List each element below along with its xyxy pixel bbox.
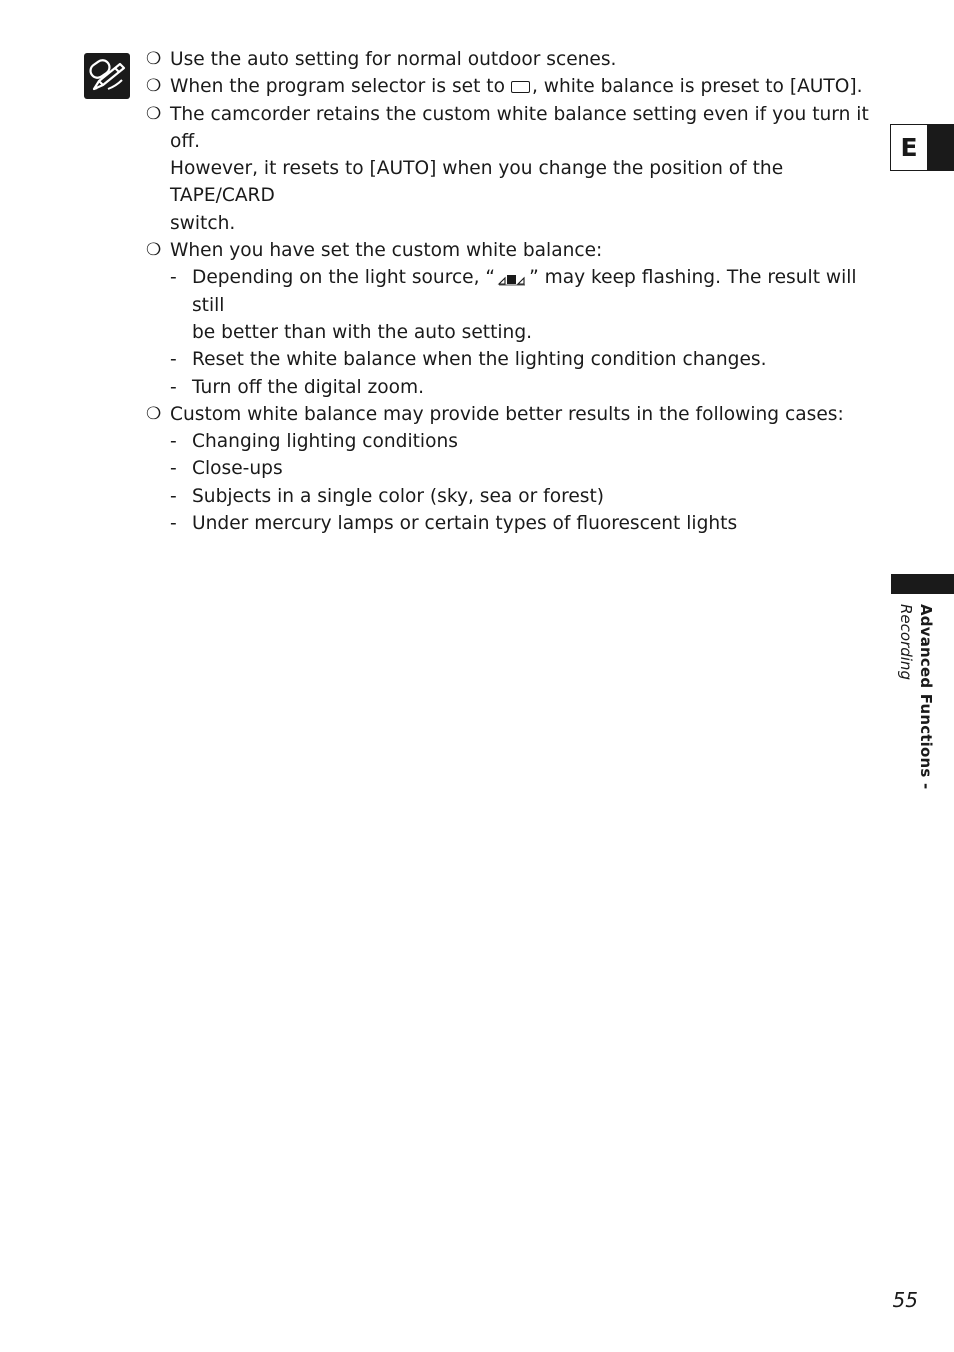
- language-tab-box: [890, 124, 928, 171]
- language-tab: [890, 124, 954, 171]
- bullet-mark: ❍: [146, 403, 162, 424]
- note-bullet-3: [146, 101, 870, 237]
- section-subtitle: Recording: [897, 604, 915, 680]
- sub-text: Changing lighting conditions: [192, 431, 458, 453]
- sub-text: Turn off the digital zoom.: [192, 376, 425, 398]
- sub-item: [146, 510, 870, 537]
- dash-mark: -: [170, 376, 177, 398]
- sub-text: Close-ups: [192, 458, 283, 480]
- note-bullet-5: [146, 401, 870, 428]
- note-pencil-icon: [84, 53, 130, 99]
- note-text: When you have set the custom white balance:: [170, 240, 603, 262]
- note-text: The camcorder retains the custom white balance setting even if you turn it off.: [170, 103, 869, 152]
- section-title: Advanced Functions -: [917, 604, 935, 790]
- sub-text: ” may keep flashing. The result will still: [192, 267, 857, 316]
- sub-item: [146, 374, 870, 401]
- sub-item: [146, 346, 870, 373]
- notes-content: [146, 46, 870, 537]
- custom-white-balance-icon: [497, 270, 527, 286]
- easy-recording-rect-icon: [511, 81, 530, 93]
- sub-text: Under mercury lamps or certain types of fluorescent lights: [192, 513, 738, 535]
- page-number: 55: [892, 1288, 918, 1312]
- sub-item: [146, 455, 870, 482]
- sub-item: [146, 264, 870, 346]
- bullet-mark: ❍: [146, 103, 162, 124]
- section-label-rotated: [886, 604, 936, 804]
- note-bullet-2: [146, 73, 870, 100]
- section-label: [888, 604, 938, 804]
- bullet-mark: ❍: [146, 240, 162, 261]
- bullet-mark: ❍: [146, 49, 162, 69]
- dash-mark: -: [170, 458, 177, 480]
- note-text: , white balance is preset to [AUTO].: [531, 76, 863, 98]
- dash-mark: -: [170, 513, 177, 535]
- sub-text: be better than with the auto setting.: [192, 321, 533, 343]
- note-text: switch.: [170, 212, 236, 234]
- language-tab-letter: E: [900, 133, 918, 162]
- sub-text: Subjects in a single color (sky, sea or forest): [192, 485, 604, 507]
- sub-text: Depending on the light source, “: [192, 267, 496, 289]
- note-bullet-1: [146, 46, 870, 73]
- sub-item: [146, 483, 870, 510]
- language-tab-fill: [927, 124, 954, 171]
- note-bullet-4: [146, 237, 870, 264]
- note-text: Use the auto setting for normal outdoor scenes.: [170, 49, 617, 70]
- dash-mark: -: [170, 485, 177, 507]
- note-text: However, it resets to [AUTO] when you change the position of the TAPE/CARD: [170, 158, 784, 207]
- sub-text: Reset the white balance when the lighting condition changes.: [192, 349, 767, 371]
- dash-mark: -: [170, 431, 177, 453]
- section-marker-bar: [891, 574, 954, 594]
- sub-item: [146, 428, 870, 455]
- dash-mark: -: [170, 349, 177, 371]
- dash-mark: -: [170, 267, 177, 289]
- note-text: When the program selector is set to: [170, 76, 505, 98]
- note-text: Custom white balance may provide better results in the following cases:: [170, 403, 844, 425]
- bullet-mark: ❍: [146, 76, 162, 97]
